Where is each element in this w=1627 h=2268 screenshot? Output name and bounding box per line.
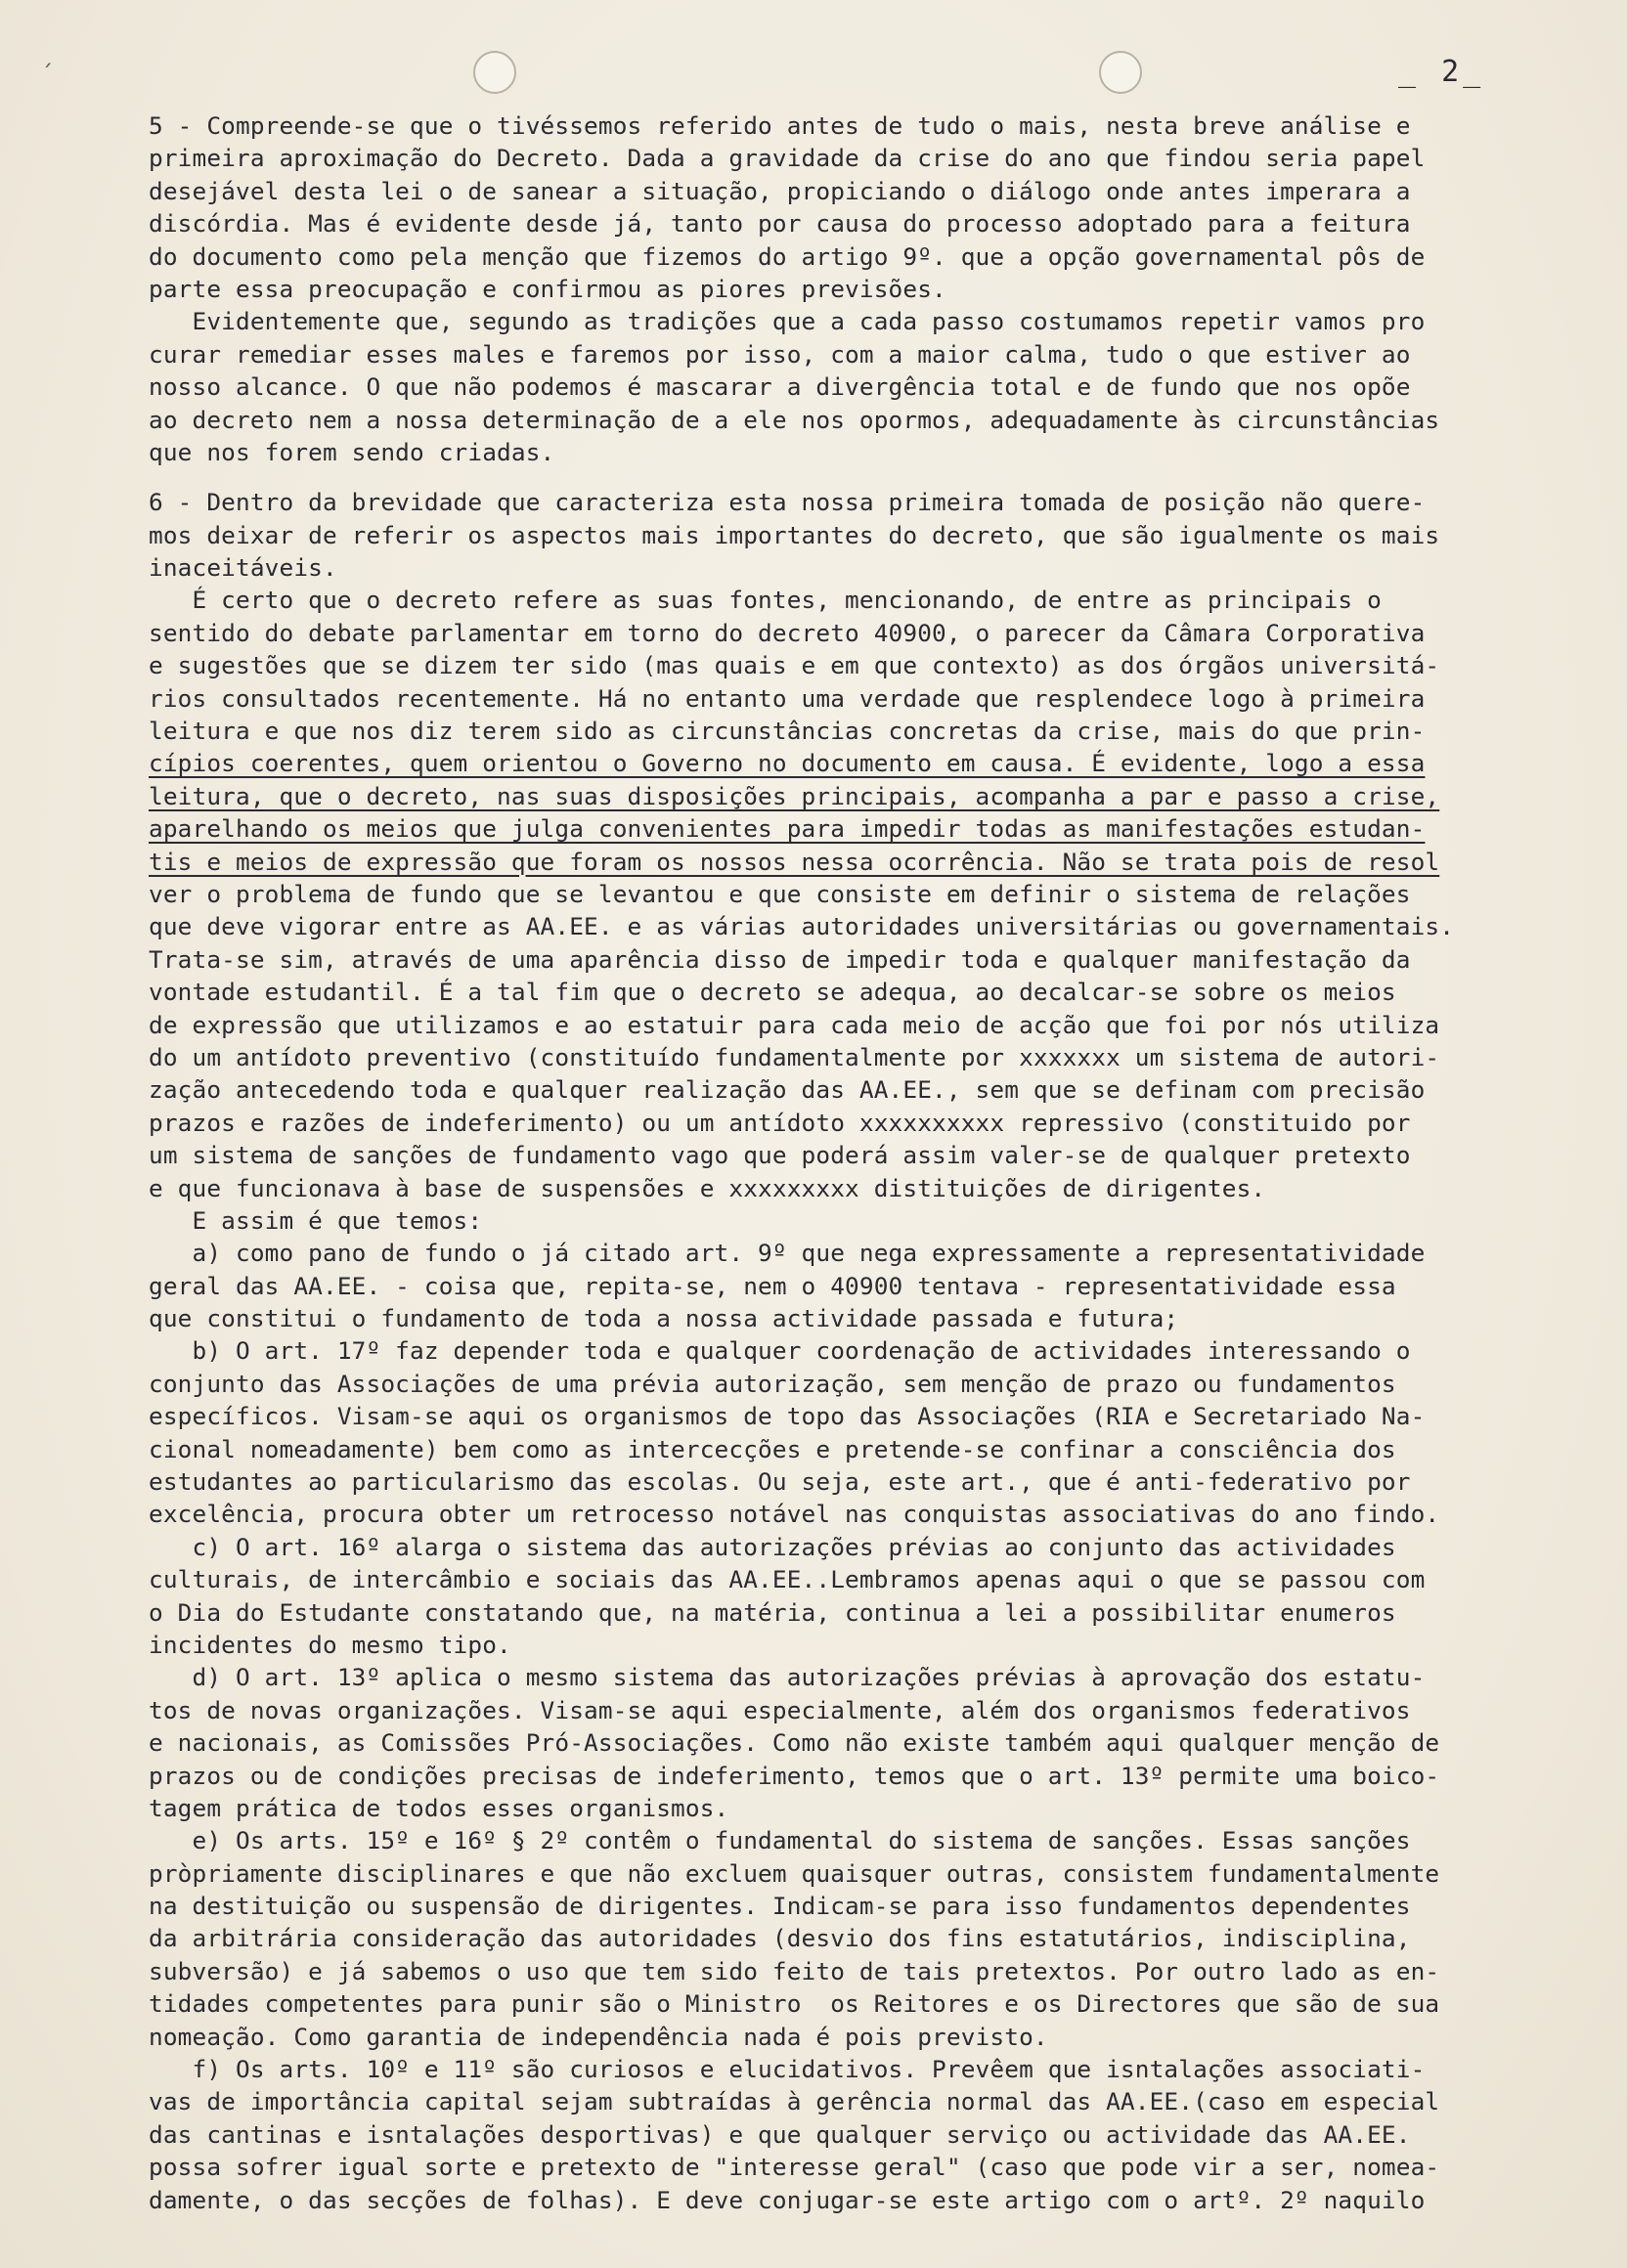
paragraph: [149, 486, 1605, 2216]
text-line: rios consultados recentemente. Há no entanto uma verdade que resplendece logo à primeira: [149, 683, 1426, 713]
text-line: E assim é que temos:: [149, 1205, 483, 1235]
text-line: a) como pano de fundo o já citado art. 9º que nega expressamente a representatividade: [149, 1239, 1426, 1268]
text-line: leitura e que nos diz terem sido as circunstâncias concretas da crise, mais do que prin-: [149, 717, 1426, 746]
text-line: e) Os arts. 15º e 16º § 2º contêm o fundamental do sistema de sanções. Essas sanções: [149, 1826, 1411, 1855]
text-line: c) O art. 16º alarga o sistema das autorizações prévias ao conjunto das actividades: [149, 1532, 1396, 1561]
text-line: vontade estudantil. É a tal fim que o decreto se adequa, ao decalcar-se sobre os meios: [149, 978, 1396, 1007]
text-line: tos de novas organizações. Visam-se aqui especialmente, além dos organismos federativos: [149, 1695, 1411, 1724]
text-line: cional nomeadamente) bem como as intercecções e pretende-se confinar a consciência dos: [149, 1434, 1396, 1463]
text-line: aparelhando os meios que julga convenientes para impedir todas as manifestações estudan-: [149, 814, 1426, 844]
text-line: do documento como pela menção que fizemos do artigo 9º. que a opção governamental pôs de: [149, 241, 1426, 271]
text-line: leitura, que o decreto, nas suas disposições principais, acompanha a par e passo a crise,: [149, 781, 1440, 810]
text-line: e sugestões que se dizem ter sido (mas quais e em que contexto) as dos órgãos universitá-: [149, 651, 1440, 680]
pencil-mark: ˏ: [41, 39, 56, 66]
text-line: 5 - Compreende-se que o tivéssemos referido antes de tudo o mais, nesta breve análise e: [149, 111, 1411, 140]
text-line: ver o problema de fundo que se levantou e que consiste em definir o sistema de relações: [149, 879, 1411, 908]
text-line: culturais, de intercâmbio e sociais das AA.EE..Lembramos apenas aqui o que se passou com: [149, 1565, 1426, 1594]
text-line: d) O art. 13º aplica o mesmo sistema das autorizações prévias à aprovação dos estatu-: [149, 1663, 1426, 1692]
page-number: _ 2_: [1398, 55, 1485, 89]
text-line: nosso alcance. O que não podemos é mascarar a divergência total e de fundo que nos opõe: [149, 372, 1411, 402]
text-line: primeira aproximação do Decreto. Dada a gravidade da crise do ano que findou seria papel: [149, 144, 1426, 173]
text-line: de expressão que utilizamos e ao estatuir para cada meio de acção que foi por nós utiliza: [149, 1010, 1440, 1039]
text-line: tagem prática de todos esses organismos.: [149, 1793, 729, 1822]
text-line: na destituição ou suspensão de dirigentes. Indicam-se para isso fundamentos dependentes: [149, 1892, 1411, 1921]
text-line: um sistema de sanções de fundamento vago que poderá assim valer-se de qualquer pretexto: [149, 1141, 1411, 1170]
text-line: do um antídoto preventivo (constituído fundamentalmente por xxxxxxx um sistema de autori-: [149, 1042, 1440, 1071]
text-line: que deve vigorar entre as AA.EE. e as várias autoridades universitárias ou governamentais.: [149, 912, 1455, 941]
text-line: 6 - Dentro da brevidade que caracteriza esta nossa primeira tomada de posição não quere-: [149, 488, 1426, 517]
text-line: mos deixar de referir os aspectos mais importantes do decreto, que são igualmente os mais: [149, 520, 1440, 549]
text-line: das cantinas e isntalações desportivas) e que qualquer serviço ou actividade das AA.EE.: [149, 2119, 1411, 2149]
text-line: prazos e razões de indeferimento) ou um antídoto xxxxxxxxxx repressivo (constituido por: [149, 1108, 1411, 1137]
text-line: É certo que o decreto refere as suas fontes, mencionando, de entre as principais o: [149, 586, 1382, 615]
text-line: excelência, procura obter um retrocesso notável nas conquistas associativas do ano findo.: [149, 1500, 1440, 1529]
text-line: curar remediar esses males e faremos por isso, com a maior calma, tudo o que estiver ao: [149, 339, 1411, 369]
text-line: discórdia. Mas é evidente desde já, tanto por causa do processo adoptado para a feitura: [149, 209, 1411, 239]
text-line: nomeação. Como garantia de independência nada é pois previsto.: [149, 2022, 1048, 2051]
text-line: o Dia do Estudante constatando que, na matéria, continua a lei a possibilitar enumeros: [149, 1597, 1396, 1627]
text-line: possa sofrer igual sorte e pretexto de "interesse geral" (caso que pode vir a ser, nomea-: [149, 2153, 1440, 2182]
paragraph: [149, 109, 1605, 468]
text-line: f) Os arts. 10º e 11º são curiosos e elucidativos. Prevêem que isntalações associati-: [149, 2055, 1426, 2084]
text-line: e que funcionava à base de suspensões e xxxxxxxxx distituições de dirigentes.: [149, 1173, 1266, 1202]
text-line: prazos ou de condições precisas de indeferimento, temos que o art. 13º permite uma boico-: [149, 1761, 1440, 1790]
text-line: geral das AA.EE. - coisa que, repita-se, nem o 40900 tentava - representatividade essa: [149, 1271, 1396, 1300]
text-line: damente, o das secções de folhas). E deve conjugar-se este artigo com o artº. 2º naquilo: [149, 2185, 1426, 2214]
text-line: incidentes do mesmo tipo.: [149, 1630, 511, 1659]
text-line: desejável desta lei o de sanear a situação, propiciando o diálogo onde antes imperara a: [149, 176, 1411, 205]
document-body: [149, 109, 1605, 2216]
text-line: vas de importância capital sejam subtraídas à gerência normal das AA.EE.(caso em especial: [149, 2087, 1440, 2116]
text-line: sentido do debate parlamentar em torno do decreto 40900, o parecer da Câmara Corporativa: [149, 618, 1426, 647]
text-line: Evidentemente que, segundo as tradições que a cada passo costumamos repetir vamos pro: [149, 307, 1426, 336]
text-line: que constitui o fundamento de toda a nossa actividade passada e futura;: [149, 1304, 1179, 1333]
punch-hole-right: [1099, 51, 1142, 94]
text-line: da arbitrária consideração das autoridades (desvio dos fins estatutários, indisciplina,: [149, 1924, 1411, 1953]
text-line: tis e meios de expressão que foram os nossos nessa ocorrência. Não se trata pois de resol: [149, 847, 1440, 876]
text-line: pròpriamente disciplinares e que não excluem quaisquer outras, consistem fundamentalmente: [149, 1858, 1440, 1888]
text-line: específicos. Visam-se aqui os organismos de topo das Associações (RIA e Secretariado Na-: [149, 1402, 1426, 1431]
text-line: estudantes ao particularismo das escolas. Ou seja, este art., que é anti-federativo por: [149, 1467, 1411, 1497]
text-line: e nacionais, as Comissões Pró-Associações. Como não existe também aqui qualquer menção de: [149, 1728, 1440, 1758]
text-line: parte essa preocupação e confirmou as piores previsões.: [149, 274, 946, 303]
text-line: zação antecedendo toda e qualquer realização das AA.EE., sem que se definam com precisão: [149, 1075, 1426, 1105]
text-line: inaceitáveis.: [149, 553, 337, 583]
text-line: b) O art. 17º faz depender toda e qualquer coordenação de actividades interessando o: [149, 1336, 1411, 1366]
text-line: que nos forem sendo criadas.: [149, 437, 555, 466]
text-line: tidades competentes para punir são o Ministro os Reitores e os Directores que são de sua: [149, 1989, 1440, 2019]
text-line: Trata-se sim, através de uma aparência disso de impedir toda e qualquer manifestação da: [149, 944, 1411, 974]
text-line: ao decreto nem a nossa determinação de a ele nos opormos, adequadamente às circunstâncias: [149, 405, 1440, 434]
text-line: conjunto das Associações de uma prévia autorização, sem menção de prazo ou fundamentos: [149, 1369, 1396, 1398]
text-line: cípios coerentes, quem orientou o Governo no documento em causa. É evidente, logo a essa: [149, 749, 1426, 778]
punch-hole-left: [473, 51, 516, 94]
text-line: subversão) e já sabemos o uso que tem sido feito de tais pretextos. Por outro lado as en-: [149, 1956, 1440, 1985]
